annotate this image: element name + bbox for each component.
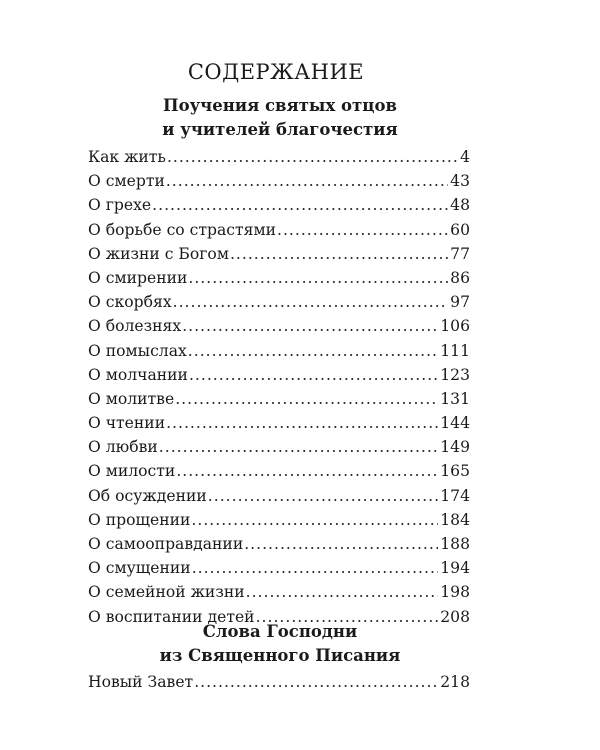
- toc-entry[interactable]: [88, 172, 470, 196]
- toc-entry-label: О любви: [88, 438, 158, 457]
- toc-entry-page: 174: [440, 486, 470, 505]
- toc-entry-page: 123: [440, 365, 470, 384]
- toc-entry-page: 149: [440, 438, 470, 457]
- toc-entry-page: 60: [450, 220, 470, 239]
- toc-entry-label: О скорбях: [88, 293, 172, 312]
- toc-entry-label: О болезнях: [88, 317, 182, 336]
- toc-entry-label: О молитве: [88, 389, 175, 408]
- section-heading-line: и учителей благочестия: [162, 120, 398, 139]
- toc-entry[interactable]: [88, 221, 470, 245]
- dot-leader: [166, 172, 448, 190]
- dot-leader: [208, 487, 438, 505]
- dot-leader: [191, 511, 438, 529]
- toc-entry-label: О смерти: [88, 172, 165, 191]
- toc-entry[interactable]: [88, 390, 470, 414]
- toc-entry[interactable]: [88, 269, 470, 293]
- toc-entry-page: 184: [440, 510, 470, 529]
- section-heading-teachings: [0, 94, 560, 142]
- toc-entry[interactable]: [88, 438, 470, 462]
- dot-leader: [152, 196, 448, 214]
- toc-entry-label: О милости: [88, 462, 176, 481]
- toc-entry[interactable]: [88, 559, 470, 583]
- toc-entry-label: Как жить: [88, 148, 166, 166]
- toc-entry[interactable]: [88, 583, 470, 607]
- toc-entry[interactable]: [88, 673, 470, 697]
- dot-leader: [176, 462, 438, 480]
- toc-entry-page: 194: [440, 559, 470, 578]
- dot-leader: [182, 317, 438, 335]
- toc-entry[interactable]: [88, 148, 470, 172]
- page-title: СОДЕРЖАНИЕ: [187, 60, 365, 84]
- toc-entry-page: 86: [450, 268, 470, 287]
- toc-entry[interactable]: [88, 342, 470, 366]
- toc-entry-label: О смущении: [88, 559, 191, 578]
- toc-entry-label: О грехе: [88, 196, 152, 215]
- section-heading-line: Поучения святых отцов: [163, 96, 397, 115]
- dot-leader: [166, 414, 438, 432]
- dot-leader: [244, 535, 438, 553]
- dot-leader: [188, 342, 438, 360]
- toc-entry[interactable]: [88, 366, 470, 390]
- section-heading-line: Слова Господни: [202, 622, 358, 641]
- dot-leader: [277, 221, 448, 239]
- toc-entry-label: О жизни с Богом: [88, 244, 229, 263]
- toc-entry[interactable]: [88, 487, 470, 511]
- toc-entry-page: 165: [440, 462, 470, 481]
- toc-entry-page: 77: [450, 244, 470, 263]
- toc-entry[interactable]: [88, 317, 470, 341]
- toc-entry-label: О самооправдании: [88, 535, 244, 553]
- toc-entry[interactable]: [88, 535, 470, 559]
- toc-entry[interactable]: [88, 196, 470, 220]
- toc-entry-page: 218: [440, 673, 470, 691]
- dot-leader: [188, 269, 448, 287]
- toc-entry-page: 188: [440, 535, 470, 553]
- toc-entry-page: 144: [440, 414, 470, 433]
- dot-leader: [230, 245, 448, 263]
- toc-entry-page: 131: [440, 389, 470, 408]
- toc-entry-label: О смирении: [88, 268, 188, 287]
- toc-entry-label: О чтении: [88, 414, 166, 433]
- toc-list-teachings: [88, 148, 470, 632]
- toc-entry-label: О молчании: [88, 365, 188, 384]
- dot-leader: [159, 438, 438, 456]
- section-heading-scripture: [0, 620, 560, 668]
- dot-leader: [173, 293, 449, 311]
- toc-entry-label: О борьбе со страстями: [88, 220, 277, 239]
- toc-entry-label: О помыслах: [88, 341, 187, 360]
- dot-leader: [192, 559, 439, 577]
- toc-entry[interactable]: [88, 293, 470, 317]
- toc-entry-page: 106: [440, 317, 470, 336]
- dot-leader: [175, 390, 438, 408]
- dot-leader: [194, 673, 438, 691]
- toc-entry-page: 43: [450, 172, 470, 191]
- dot-leader: [189, 366, 438, 384]
- section-heading-line: из Священного Писания: [159, 646, 401, 665]
- toc-entry-page: 111: [440, 341, 470, 360]
- toc-entry-label: О воспитании детей: [88, 607, 255, 626]
- toc-entry-page: 198: [440, 583, 470, 602]
- toc-entry-page: 208: [440, 607, 470, 626]
- toc-entry-label: О прощении: [88, 510, 191, 529]
- dot-leader: [246, 583, 439, 601]
- toc-entry-label: Новый Завет: [88, 673, 194, 691]
- toc-entry-label: О семейной жизни: [88, 583, 245, 602]
- dot-leader: [167, 148, 458, 166]
- toc-entry[interactable]: [88, 414, 470, 438]
- toc-entry-page: 97: [450, 293, 470, 312]
- toc-list-scripture: [88, 673, 470, 697]
- toc-entry[interactable]: [88, 462, 470, 486]
- toc-entry[interactable]: [88, 511, 470, 535]
- toc-entry-label: Об осуждении: [88, 486, 207, 505]
- toc-entry-page: 4: [460, 148, 470, 166]
- toc-entry[interactable]: [88, 245, 470, 269]
- toc-entry-page: 48: [450, 196, 470, 215]
